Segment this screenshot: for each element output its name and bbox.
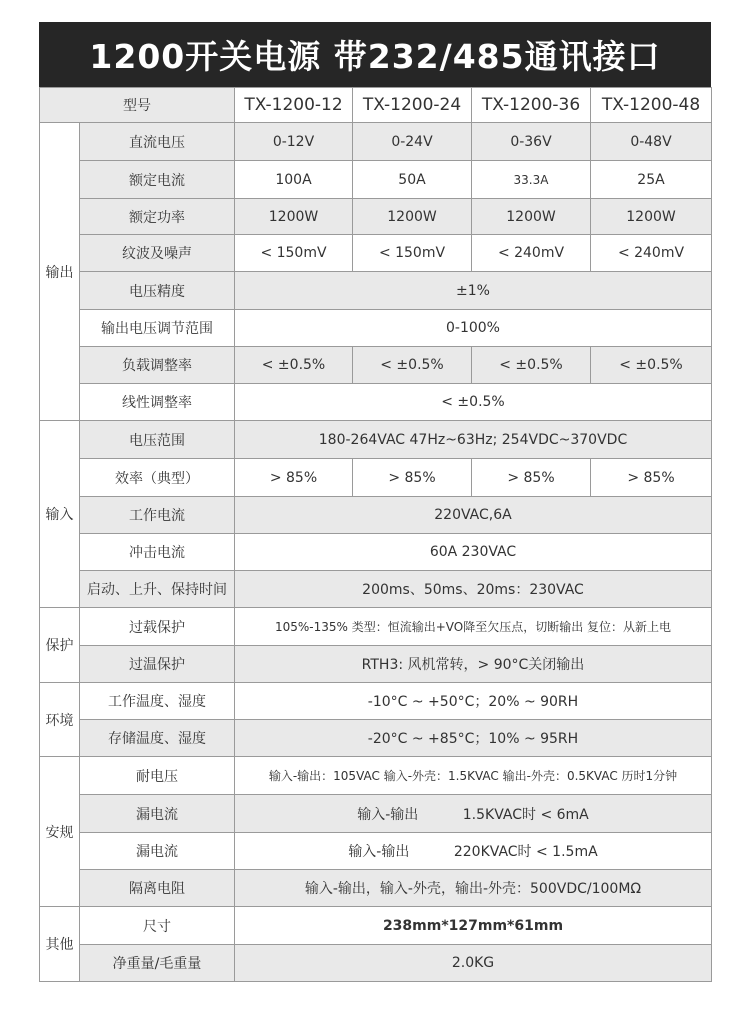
value-cell: -10°C ~ +50°C；20% ~ 90RH	[235, 683, 712, 720]
value-cell: 1200W	[591, 199, 712, 235]
row-label: 漏电流	[80, 795, 235, 833]
table-row	[40, 384, 712, 421]
value-cell: < ±0.5%	[235, 384, 712, 421]
value-cell: > 85%	[472, 459, 591, 497]
group-input: 输入	[40, 421, 80, 608]
table-row	[40, 945, 712, 982]
table-row	[40, 347, 712, 384]
value-cell: < 150mV	[235, 235, 353, 272]
table-row	[40, 497, 712, 534]
row-label: 负载调整率	[80, 347, 235, 384]
group-output: 输出	[40, 123, 80, 421]
row-label: 工作温度、湿度	[80, 683, 235, 720]
value-cell: ±1%	[235, 272, 712, 310]
group-safety: 安规	[40, 757, 80, 907]
value-cell: 25A	[591, 161, 712, 199]
row-label: 电压范围	[80, 421, 235, 459]
table-row	[40, 421, 712, 459]
value-cell: 1200W	[353, 199, 472, 235]
value-cell: 220VAC,6A	[235, 497, 712, 534]
row-label: 额定功率	[80, 199, 235, 235]
spec-table	[39, 87, 712, 982]
value-cell: 2.0KG	[235, 945, 712, 982]
table-row	[40, 683, 712, 720]
value-cell: < 240mV	[591, 235, 712, 272]
row-label: 耐电压	[80, 757, 235, 795]
table-row	[40, 123, 712, 161]
group-other: 其他	[40, 907, 80, 982]
row-label: 冲击电流	[80, 534, 235, 571]
row-label: 输出电压调节范围	[80, 310, 235, 347]
row-label: 直流电压	[80, 123, 235, 161]
value-cell: 0-24V	[353, 123, 472, 161]
value-cell: < ±0.5%	[472, 347, 591, 384]
table-row	[40, 161, 712, 199]
table-row	[40, 720, 712, 757]
row-label: 效率（典型）	[80, 459, 235, 497]
model-cell: TX-1200-48	[591, 88, 712, 123]
table-row	[40, 272, 712, 310]
value-cell: 180-264VAC 47Hz~63Hz; 254VDC~370VDC	[235, 421, 712, 459]
group-protection: 保护	[40, 608, 80, 683]
row-label: 漏电流	[80, 833, 235, 870]
value-cell: < ±0.5%	[235, 347, 353, 384]
table-row	[40, 870, 712, 907]
value-cell: < 240mV	[472, 235, 591, 272]
value-cell: 0-36V	[472, 123, 591, 161]
row-label: 纹波及噪声	[80, 235, 235, 272]
value-cell: 105%-135% 类型：恒流输出+VO降至欠压点，切断输出 复位：从新上电	[235, 608, 712, 646]
value-cell: > 85%	[353, 459, 472, 497]
value-cell: 50A	[353, 161, 472, 199]
value-cell: 60A 230VAC	[235, 534, 712, 571]
model-cell: TX-1200-24	[353, 88, 472, 123]
table-row	[40, 757, 712, 795]
group-environment: 环境	[40, 683, 80, 757]
value-cell: RTH3: 风机常转，> 90°C关闭输出	[235, 646, 712, 683]
row-label: 线性调整率	[80, 384, 235, 421]
row-label: 隔离电阻	[80, 870, 235, 907]
row-label: 净重量/毛重量	[80, 945, 235, 982]
value-cell: 输入-输出 1.5KVAC时 < 6mA	[235, 795, 712, 833]
header-row	[40, 88, 712, 123]
row-label: 电压精度	[80, 272, 235, 310]
value-cell: < ±0.5%	[591, 347, 712, 384]
row-label: 过温保护	[80, 646, 235, 683]
row-label: 额定电流	[80, 161, 235, 199]
value-cell: < 150mV	[353, 235, 472, 272]
table-row	[40, 907, 712, 945]
value-cell: 输入-输出：105VAC 输入-外壳：1.5KVAC 输出-外壳：0.5KVAC 历时1分钟	[235, 757, 712, 795]
table-row	[40, 534, 712, 571]
table-row	[40, 795, 712, 833]
value-cell: 0-48V	[591, 123, 712, 161]
value-cell: 1200W	[235, 199, 353, 235]
page-title: 1200开关电源 带232/485通讯接口	[39, 22, 711, 87]
model-cell: TX-1200-12	[235, 88, 353, 123]
table-row	[40, 833, 712, 870]
value-cell: 33.3A	[472, 161, 591, 199]
value-cell: < ±0.5%	[353, 347, 472, 384]
row-label: 尺寸	[80, 907, 235, 945]
table-row	[40, 310, 712, 347]
value-cell: 输入-输出，输入-外壳，输出-外壳：500VDC/100MΩ	[235, 870, 712, 907]
table-row	[40, 459, 712, 497]
value-cell: 0-100%	[235, 310, 712, 347]
row-label: 存储温度、湿度	[80, 720, 235, 757]
model-cell: TX-1200-36	[472, 88, 591, 123]
table-row	[40, 608, 712, 646]
value-cell: > 85%	[591, 459, 712, 497]
value-cell: 238mm*127mm*61mm	[235, 907, 712, 945]
value-cell: 输入-输出 220KVAC时 < 1.5mA	[235, 833, 712, 870]
value-cell: -20°C ~ +85°C；10% ~ 95RH	[235, 720, 712, 757]
model-label: 型号	[40, 88, 235, 123]
value-cell: 0-12V	[235, 123, 353, 161]
table-row	[40, 199, 712, 235]
value-cell: > 85%	[235, 459, 353, 497]
table-row	[40, 571, 712, 608]
value-cell: 100A	[235, 161, 353, 199]
value-cell: 200ms、50ms、20ms：230VAC	[235, 571, 712, 608]
value-cell: 1200W	[472, 199, 591, 235]
row-label: 启动、上升、保持时间	[80, 571, 235, 608]
row-label: 工作电流	[80, 497, 235, 534]
row-label: 过载保护	[80, 608, 235, 646]
table-row	[40, 646, 712, 683]
table-row	[40, 235, 712, 272]
